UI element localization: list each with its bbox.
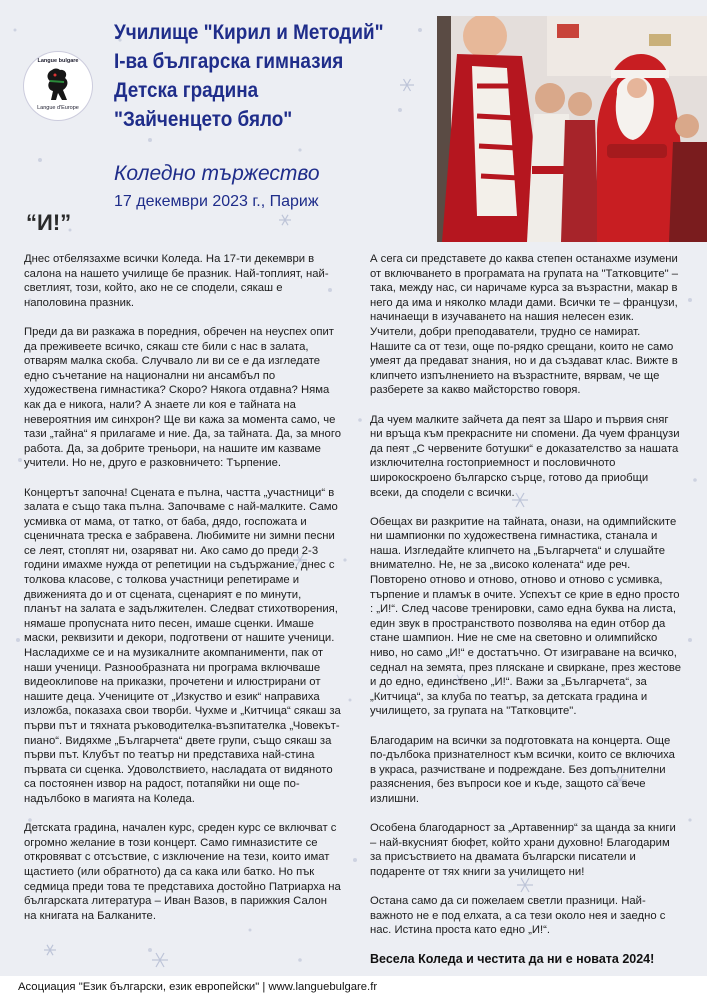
logo-bottom-text: Langue d'Europe (37, 105, 79, 111)
article-paragraph: Да чуем малките зайчета да пеят за Шаро и първия сняг ни връща към прекрасните ни спомени. Да чуем французи да пеят „С червените ботушки“ е доказателство за нашата изключителна гостоприемност и пословичното широкоскроено българско сърце, готово да приобщи всеки, да сподели с всички. (370, 413, 680, 499)
school-line-2: I-ва българска гимназия (114, 50, 344, 73)
article-paragraph: Преди да ви разкажа в поредния, обречен на неуспех опит да преживеете всичко, сякаш сте били с нас в залата, отварям малка скоба. Случвало ли ви се е да изгледате едно съчетание на национални ни ансамбъл по художествена гимнастика? Скоро? Някога отдавна? Няма как да е никога, нали? А знаете ли коя е тайната на невероятния им синхрон? Ще ви кажа за момента само, че тази „тайна“ я прилагаме и ние. Да, за тайната. Да, за много работа. Да, за добрите треньори, на нашите им казваме учители. Но не, друго е разковничето: Търпение. (24, 325, 341, 470)
article-paragraph: Концертът започна! Сцената е пълна, частта „участници“ в залата е също така пълна. Започваме с най-малките. Само усмивка от мама, от татко, от баба, дядо, госпожата и сценичната треска е забравена. Любимите ни зимни песни се леят, стоплят ни, озаряват ни. Ако само до преди 2-3 години имахме нужда от репетиции на съдържание, днес с толкова класове, с толкова участници репетираме и движенията до и от сцената, сценарият е по минути, планът на залата е задължителен. Следват стихотворения, нямаше пропусната нито песен, имаше сценки. Имаше маски, реквизити и декори, подготвени от нашите ученици. Насладихме се и на музикалните акомпанименти, пак от наши ученици. Разнообразната ни програма включваше видеоклипове на приказки, прочетени и илюстрирани от нашите деца. Учениците от „Изкуство и език“ направиха изложба, показаха свои творби. Чухме и „Китчица“ сякаш за първи път и тяхната ръководителка-възпитателка „Човекът-пиано“. Видяхме „Българчета“ двете групи, също сякаш за първи път. Клубът по театър ни представиха най-стина първата си сценка. Удоволствието, насладата от видяното са постоянен извор на радост, потапяйки ни още по-надълбоко в магията на Коледа. (24, 486, 341, 805)
article-paragraph: Детската градина, начален курс, среден курс се включват с огромно желание в този концерт. Само гимназистите се откровяват с отсъствие, с изключение на тези, които имат щастието (или обратното) да са кака или батко. Но пък седмица преди това те представиха достойно Патриарха на българската литература – Иван Вазов, в парижкия Салон на книгата на Балканите. (24, 822, 341, 922)
school-line-1: Училище "Кирил и Методий" (114, 21, 384, 44)
article-paragraph: Остана само да си пожелаем светли празници. Най-важното не е под елхата, а са тези около нея и заедно с нас. Истина проста като едно „И!“. (370, 895, 666, 937)
article-paragraph: А сега си представете до каква степен останахме изумени от включването в програмата на групата на "Татковците" – така, между нас, си наричаме курса за възрастни, макар в него да има и няколко млади дами. Всички те – французи, начинаещи в изучаването на нашия нелесен език. Учители, добри преподаватели, трудно се намират. Нашите са от тези, още по-рядко срещани, които не само умеят да предават знания, но и да създават клас. Вижте в клипчето изпълнението на възрастните, вярвам, че ще разберете за какво майсторство говоря. (370, 253, 679, 397)
lion-emblem-icon (43, 66, 73, 104)
article-paragraph: Днес отбелязахме всички Коледа. На 17-ти декември в салона на нашето училище бе празник. Най-топлият, най-светлият, този, който, ако не се сподели, сякаш е наполовина празник. (24, 253, 329, 309)
school-line-4: "Зайченцето бяло" (114, 108, 293, 131)
article-right-column (370, 252, 682, 953)
association-logo (24, 52, 92, 120)
school-line-3: Детска градина (114, 79, 259, 102)
article-paragraph: Обещах ви разкритие на тайната, онази, на одимпийските ни шампионки по художествена гимнастика, станала и наша. Изгледайте клипчето на „Българчета“ и слушайте внимателно. Не, не за „високо колената“ иде реч. Повторено отново и отново, отново и отново с усмивка, търпение и пламък в очите. Успехът се крие в едно просто : „И!“. След часове тренировки, само една буква на листа, един звук в пространството позволява на един отбор да стане шампион. Ние не сме на световно и олимпийско ниво, но само „И!“ е достатъчно. От изиграване на всичко, седнал на земята, през пляскане и свиркане, през жестове и до едно, единствено „И!“. Важи за „Българчета“, за „Китчица“, за клуба по театър, за детската градина и училището, за групата на "Татковците". (370, 515, 682, 718)
event-date: 17 декември 2023 г., Париж (114, 193, 319, 210)
footer-text: Асоциация "Език български, език европейски" | www.languebulgare.fr (18, 981, 378, 993)
article-headline: “И!” (26, 210, 72, 235)
school-name-block (114, 18, 434, 134)
footer-bar (0, 976, 707, 1000)
article-paragraph: Особена благодарност за „Артавеннир“ за щанда за книги – най-вкусният бюфет, който храни духовно! Благодарим за присъствието на двамата български писатели и подаренте от тях книги за училището ни! (370, 822, 676, 878)
closing-greeting: Весела Коледа и честита да ни е новата 2024! (370, 952, 655, 966)
article-left-column (24, 252, 341, 938)
event-title: Коледно тържество (114, 162, 320, 185)
logo-top-text: Langue bulgare (37, 58, 79, 64)
children-with-santa-photo (437, 16, 707, 242)
article-paragraph: Благодарим на всички за подготовката на концерта. Още по-дълбока признателност към всички, които се включиха в украса, разчистване и подреждане. Без допълнителни разяснения, без въпроси кое и къде, защото са вече излишни. (370, 734, 675, 805)
